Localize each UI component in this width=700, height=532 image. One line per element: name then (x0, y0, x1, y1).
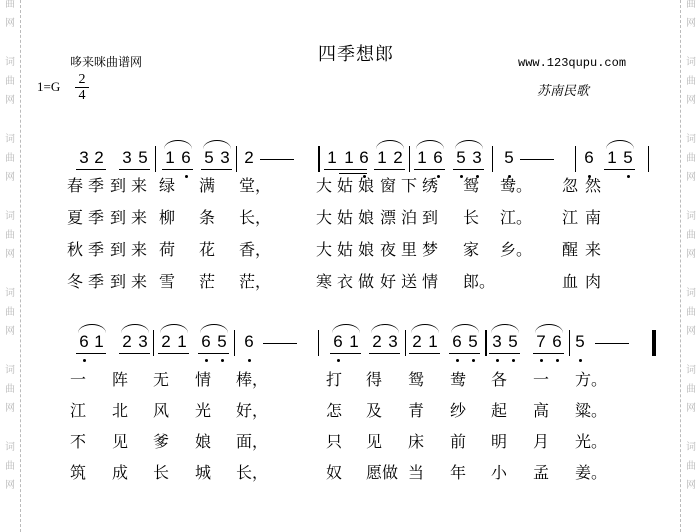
watermark-char: 词 (686, 365, 696, 376)
barline (318, 146, 320, 172)
lyric-char: 绿 (159, 176, 176, 195)
low-octave-dot (627, 175, 630, 178)
lyric-char: 江。 (500, 208, 533, 227)
watermark-char: 网 (5, 172, 15, 183)
lyric-char: 一 (70, 370, 87, 389)
watermark-char: 曲 (686, 153, 696, 164)
lyric-char: 鸳 (463, 176, 480, 195)
watermark-char: 网 (686, 95, 696, 106)
lyric-char: 到 (422, 208, 439, 227)
lyric-char: 季 (88, 240, 105, 259)
jianpu-note: 5 (504, 148, 514, 167)
lyric-char: 青 (408, 401, 425, 420)
lyric-char: 娘 (358, 208, 375, 227)
lyric-char: 荷 (159, 240, 176, 259)
lyric-char: 各 (491, 370, 508, 389)
lyric-char: 到 (110, 240, 127, 259)
lyric-char: 及 (366, 401, 383, 420)
eighth-underline (76, 169, 106, 170)
sixteenth-underline (339, 173, 367, 174)
lyric-char: 见 (112, 432, 129, 451)
low-octave-dot (248, 359, 251, 362)
lyric-char: 好 (380, 272, 397, 291)
jianpu-note: 3 (138, 332, 148, 351)
lyric-char: 一 (533, 370, 550, 389)
low-octave-dot (496, 359, 499, 362)
low-octave-dot (472, 359, 475, 362)
lyric-char: 做 (358, 272, 375, 291)
low-octave-dot (185, 175, 188, 178)
watermark-char: 曲 (686, 230, 696, 241)
jianpu-note: 5 (138, 148, 148, 167)
jianpu-note: 5 (575, 332, 585, 351)
lyric-char: 长 (153, 463, 170, 482)
jianpu-note: 3 (472, 148, 482, 167)
barline (569, 330, 570, 356)
lyric-char: 季 (88, 208, 105, 227)
lyric-char: 花 (199, 240, 216, 259)
lyric-char: 情 (422, 272, 439, 291)
lyric-char: 漂 (380, 208, 397, 227)
lyric-char: 窗 (380, 176, 397, 195)
jianpu-note: 6 (452, 332, 462, 351)
watermark-char: 词 (686, 211, 696, 222)
lyric-char: 堂， (239, 176, 272, 195)
eighth-underline (449, 353, 480, 354)
jianpu-note: 1 (607, 148, 617, 167)
time-signature (75, 72, 89, 103)
site-name: 哆来咪曲谱网 (70, 55, 143, 69)
eighth-underline (489, 353, 520, 354)
lyric-char: 北 (112, 401, 129, 420)
lyric-char: 然 (585, 176, 602, 195)
jianpu-note: 5 (623, 148, 633, 167)
eighth-underline (330, 353, 361, 354)
low-octave-dot (512, 359, 515, 362)
slur (200, 324, 228, 333)
lyric-char: 鸯 (450, 370, 467, 389)
lyric-char: 梦 (422, 240, 439, 259)
site-url: www.123qupu.com (518, 56, 627, 70)
lyric-char: 鸯。 (500, 176, 533, 195)
time-denominator: 4 (78, 88, 86, 103)
barline (153, 330, 154, 356)
jianpu-note: 6 (244, 332, 254, 351)
barline (405, 330, 406, 356)
lyric-char: 里 (401, 240, 418, 259)
low-octave-dot (221, 359, 224, 362)
lyric-char: 明 (491, 432, 508, 451)
lyric-char: 冬 (67, 272, 84, 291)
lyric-char: 成 (112, 463, 129, 482)
lyric-char: 只 (326, 432, 343, 451)
lyric-char: 娘 (358, 240, 375, 259)
lyric-char: 娘 (195, 432, 212, 451)
watermark-char: 曲 (5, 307, 15, 318)
jianpu-note: 1 (377, 148, 387, 167)
jianpu-note: 1 (349, 332, 359, 351)
watermark-char: 曲 (686, 76, 696, 87)
staff-line-2 (0, 332, 700, 372)
lyric-char: 到 (110, 208, 127, 227)
lyric-char: 面， (236, 432, 269, 451)
slur (203, 140, 231, 149)
lyric-char: 不 (70, 432, 87, 451)
eighth-underline (201, 169, 232, 170)
lyric-char: 江 (562, 208, 579, 227)
low-octave-dot (337, 359, 340, 362)
lyric-char: 来 (131, 240, 148, 259)
watermark-char: 网 (686, 326, 696, 337)
lyric-char: 雪 (159, 272, 176, 291)
lyric-char: 姑 (337, 240, 354, 259)
right-margin (680, 0, 700, 532)
jianpu-note: 6 (584, 148, 594, 167)
lyric-char: 当 (408, 463, 425, 482)
barline (492, 146, 493, 172)
lyric-char: 风 (153, 401, 170, 420)
lyric-char: 血 (562, 272, 579, 291)
lyric-char: 情 (195, 370, 212, 389)
barline (234, 330, 235, 356)
lyric-char: 小 (491, 463, 508, 482)
eighth-underline (414, 169, 445, 170)
time-numerator: 2 (75, 72, 89, 88)
watermark-char: 曲 (5, 0, 15, 10)
lyric-char: 得 (366, 370, 383, 389)
watermark-char: 词 (686, 288, 696, 299)
jianpu-note: 1 (327, 148, 337, 167)
lyric-char: 长， (236, 463, 269, 482)
lyric-char: 来 (585, 240, 602, 259)
jianpu-note: 3 (122, 148, 132, 167)
watermark-char: 网 (686, 18, 696, 29)
watermark-char: 词 (686, 57, 696, 68)
eighth-underline (76, 353, 106, 354)
jianpu-note: 3 (79, 148, 89, 167)
jianpu-note: 2 (412, 332, 422, 351)
watermark-char: 曲 (5, 230, 15, 241)
lyric-char: 来 (131, 272, 148, 291)
lyric-char: 前 (450, 432, 467, 451)
jianpu-note: 3 (220, 148, 230, 167)
song-origin: 苏南民歌 (537, 84, 590, 99)
eighth-underline (604, 169, 635, 170)
lyric-char: 光。 (575, 432, 608, 451)
lyric-char: 愿做 (366, 463, 399, 482)
eighth-underline (119, 353, 150, 354)
watermark-char: 网 (5, 95, 15, 106)
lyric-char: 季 (88, 176, 105, 195)
slur (451, 324, 479, 333)
jianpu-note: 5 (468, 332, 478, 351)
jianpu-note: 1 (177, 332, 187, 351)
slur (164, 140, 192, 149)
slur (121, 324, 149, 333)
slur (606, 140, 634, 149)
jianpu-note: 2 (244, 148, 254, 167)
lyric-char: 江 (70, 401, 87, 420)
watermark-char: 词 (5, 57, 15, 68)
lyric-char: 醒 (562, 240, 579, 259)
lyric-char: 秋 (67, 240, 84, 259)
jianpu-note: 3 (388, 332, 398, 351)
lyric-char: 纱 (450, 401, 467, 420)
lyric-char: 春 (67, 176, 84, 195)
lyric-char: 忽 (562, 176, 579, 195)
jianpu-note: 1 (417, 148, 427, 167)
jianpu-note: 7 (536, 332, 546, 351)
lyric-char: 衣 (337, 272, 354, 291)
watermark-char: 网 (5, 326, 15, 337)
eighth-underline (198, 353, 229, 354)
eighth-underline (409, 353, 440, 354)
watermark-char: 曲 (5, 153, 15, 164)
jianpu-note: 3 (492, 332, 502, 351)
lyric-char: 大 (316, 208, 333, 227)
eighth-underline (324, 169, 367, 170)
eighth-underline (374, 169, 405, 170)
watermark-char: 词 (5, 211, 15, 222)
lyric-char: 到 (110, 176, 127, 195)
lyric-char: 城 (195, 463, 212, 482)
lyric-char: 寒 (316, 272, 333, 291)
lyric-char: 下 (401, 176, 418, 195)
jianpu-note: 5 (204, 148, 214, 167)
lyric-char: 粱。 (575, 401, 608, 420)
lyric-char: 来 (131, 176, 148, 195)
watermark-char: 曲 (686, 307, 696, 318)
slur (332, 324, 360, 333)
eighth-underline (453, 169, 484, 170)
watermark-char: 网 (686, 403, 696, 414)
jianpu-note: 6 (359, 148, 369, 167)
lyric-char: 光 (195, 401, 212, 420)
barline (155, 146, 156, 172)
watermark-char: 词 (5, 365, 15, 376)
lyric-char: 阵 (112, 370, 129, 389)
sustain-dash (520, 159, 554, 160)
watermark-char: 曲 (5, 384, 15, 395)
jianpu-note: 5 (456, 148, 466, 167)
lyric-char: 姑 (337, 208, 354, 227)
watermark-char: 网 (5, 249, 15, 260)
sustain-dash (260, 159, 294, 160)
lyric-char: 月 (533, 432, 550, 451)
low-octave-dot (579, 359, 582, 362)
left-margin (0, 0, 21, 532)
watermark-char: 词 (686, 134, 696, 145)
lyric-char: 夜 (380, 240, 397, 259)
final-barline (652, 330, 656, 356)
watermark-char: 网 (686, 480, 696, 491)
lyric-char: 来 (131, 208, 148, 227)
low-octave-dot (456, 359, 459, 362)
jianpu-note: 5 (508, 332, 518, 351)
watermark-char: 网 (686, 249, 696, 260)
jianpu-note: 1 (94, 332, 104, 351)
lyric-char: 南 (585, 208, 602, 227)
lyric-char: 孟 (533, 463, 550, 482)
jianpu-note: 2 (161, 332, 171, 351)
barline (236, 146, 237, 172)
lyric-char: 绣 (422, 176, 439, 195)
slur (535, 324, 563, 333)
watermark-char: 词 (5, 442, 15, 453)
lyric-char: 泊 (401, 208, 418, 227)
lyric-char: 郎。 (463, 272, 496, 291)
lyric-char: 长， (239, 208, 272, 227)
jianpu-note: 2 (122, 332, 132, 351)
slur (491, 324, 519, 333)
sustain-dash (595, 343, 629, 344)
barline (409, 146, 410, 172)
lyric-char: 大 (316, 240, 333, 259)
jianpu-note: 6 (201, 332, 211, 351)
lyric-char: 无 (153, 370, 170, 389)
eighth-underline (162, 169, 193, 170)
lyric-char: 肉 (585, 272, 602, 291)
watermark-char: 词 (5, 288, 15, 299)
low-octave-dot (205, 359, 208, 362)
lyric-char: 乡。 (500, 240, 533, 259)
lyric-char: 年 (450, 463, 467, 482)
lyric-char: 棒， (236, 370, 269, 389)
lyric-char: 满 (199, 176, 216, 195)
lyric-char: 见 (366, 432, 383, 451)
low-octave-dot (83, 359, 86, 362)
jianpu-note: 2 (393, 148, 403, 167)
slur (78, 324, 106, 333)
lyric-char: 家 (463, 240, 480, 259)
watermark-char: 网 (5, 403, 15, 414)
jianpu-note: 1 (428, 332, 438, 351)
lyric-char: 打 (326, 370, 343, 389)
song-title: 四季想郎 (318, 44, 394, 65)
jianpu-note: 1 (344, 148, 354, 167)
barline (485, 330, 487, 356)
watermark-char: 曲 (686, 384, 696, 395)
lyric-char: 季 (88, 272, 105, 291)
barline (575, 146, 576, 172)
lyric-char: 好， (236, 401, 269, 420)
eighth-underline (369, 353, 400, 354)
jianpu-note: 6 (552, 332, 562, 351)
jianpu-note: 6 (181, 148, 191, 167)
lyric-char: 鸳 (408, 370, 425, 389)
eighth-underline (158, 353, 189, 354)
lyric-char: 柳 (159, 208, 176, 227)
lyric-char: 夏 (67, 208, 84, 227)
watermark-char: 曲 (5, 461, 15, 472)
watermark-char: 网 (686, 172, 696, 183)
lyric-char: 到 (110, 272, 127, 291)
slur (376, 140, 404, 149)
jianpu-note: 2 (372, 332, 382, 351)
jianpu-note: 6 (333, 332, 343, 351)
watermark-char: 词 (5, 134, 15, 145)
eighth-underline (119, 169, 150, 170)
lyric-char: 长 (463, 208, 480, 227)
lyric-char: 茫 (199, 272, 216, 291)
low-octave-dot (556, 359, 559, 362)
lyric-char: 爹 (153, 432, 170, 451)
lyric-char: 娘 (358, 176, 375, 195)
lyric-char: 姑 (337, 176, 354, 195)
jianpu-note: 6 (433, 148, 443, 167)
lyric-char: 奴 (326, 463, 343, 482)
lyric-char: 送 (401, 272, 418, 291)
watermark-char: 曲 (5, 76, 15, 87)
barline (648, 146, 649, 172)
watermark-char: 曲 (686, 461, 696, 472)
lyric-char: 茫， (239, 272, 272, 291)
lyric-char: 香， (239, 240, 272, 259)
jianpu-note: 1 (165, 148, 175, 167)
slur (455, 140, 483, 149)
lyric-char: 高 (533, 401, 550, 420)
watermark-char: 网 (5, 480, 15, 491)
slur (416, 140, 444, 149)
barline (318, 330, 319, 356)
watermark-char: 网 (5, 18, 15, 29)
eighth-underline (533, 353, 564, 354)
jianpu-note: 5 (217, 332, 227, 351)
lyric-char: 大 (316, 176, 333, 195)
jianpu-note: 6 (79, 332, 89, 351)
lyric-char: 床 (408, 432, 425, 451)
lyric-char: 筑 (70, 463, 87, 482)
slur (371, 324, 399, 333)
low-octave-dot (540, 359, 543, 362)
lyric-char: 姜。 (575, 463, 608, 482)
watermark-char: 曲 (686, 0, 696, 10)
sustain-dash (263, 343, 297, 344)
lyric-char: 怎 (326, 401, 343, 420)
lyric-char: 条 (199, 208, 216, 227)
lyric-char: 起 (491, 401, 508, 420)
slur (160, 324, 188, 333)
watermark-char: 词 (686, 442, 696, 453)
jianpu-note: 2 (94, 148, 104, 167)
lyric-char: 方。 (575, 370, 608, 389)
slur (411, 324, 439, 333)
key-signature: 1=G (37, 79, 61, 94)
